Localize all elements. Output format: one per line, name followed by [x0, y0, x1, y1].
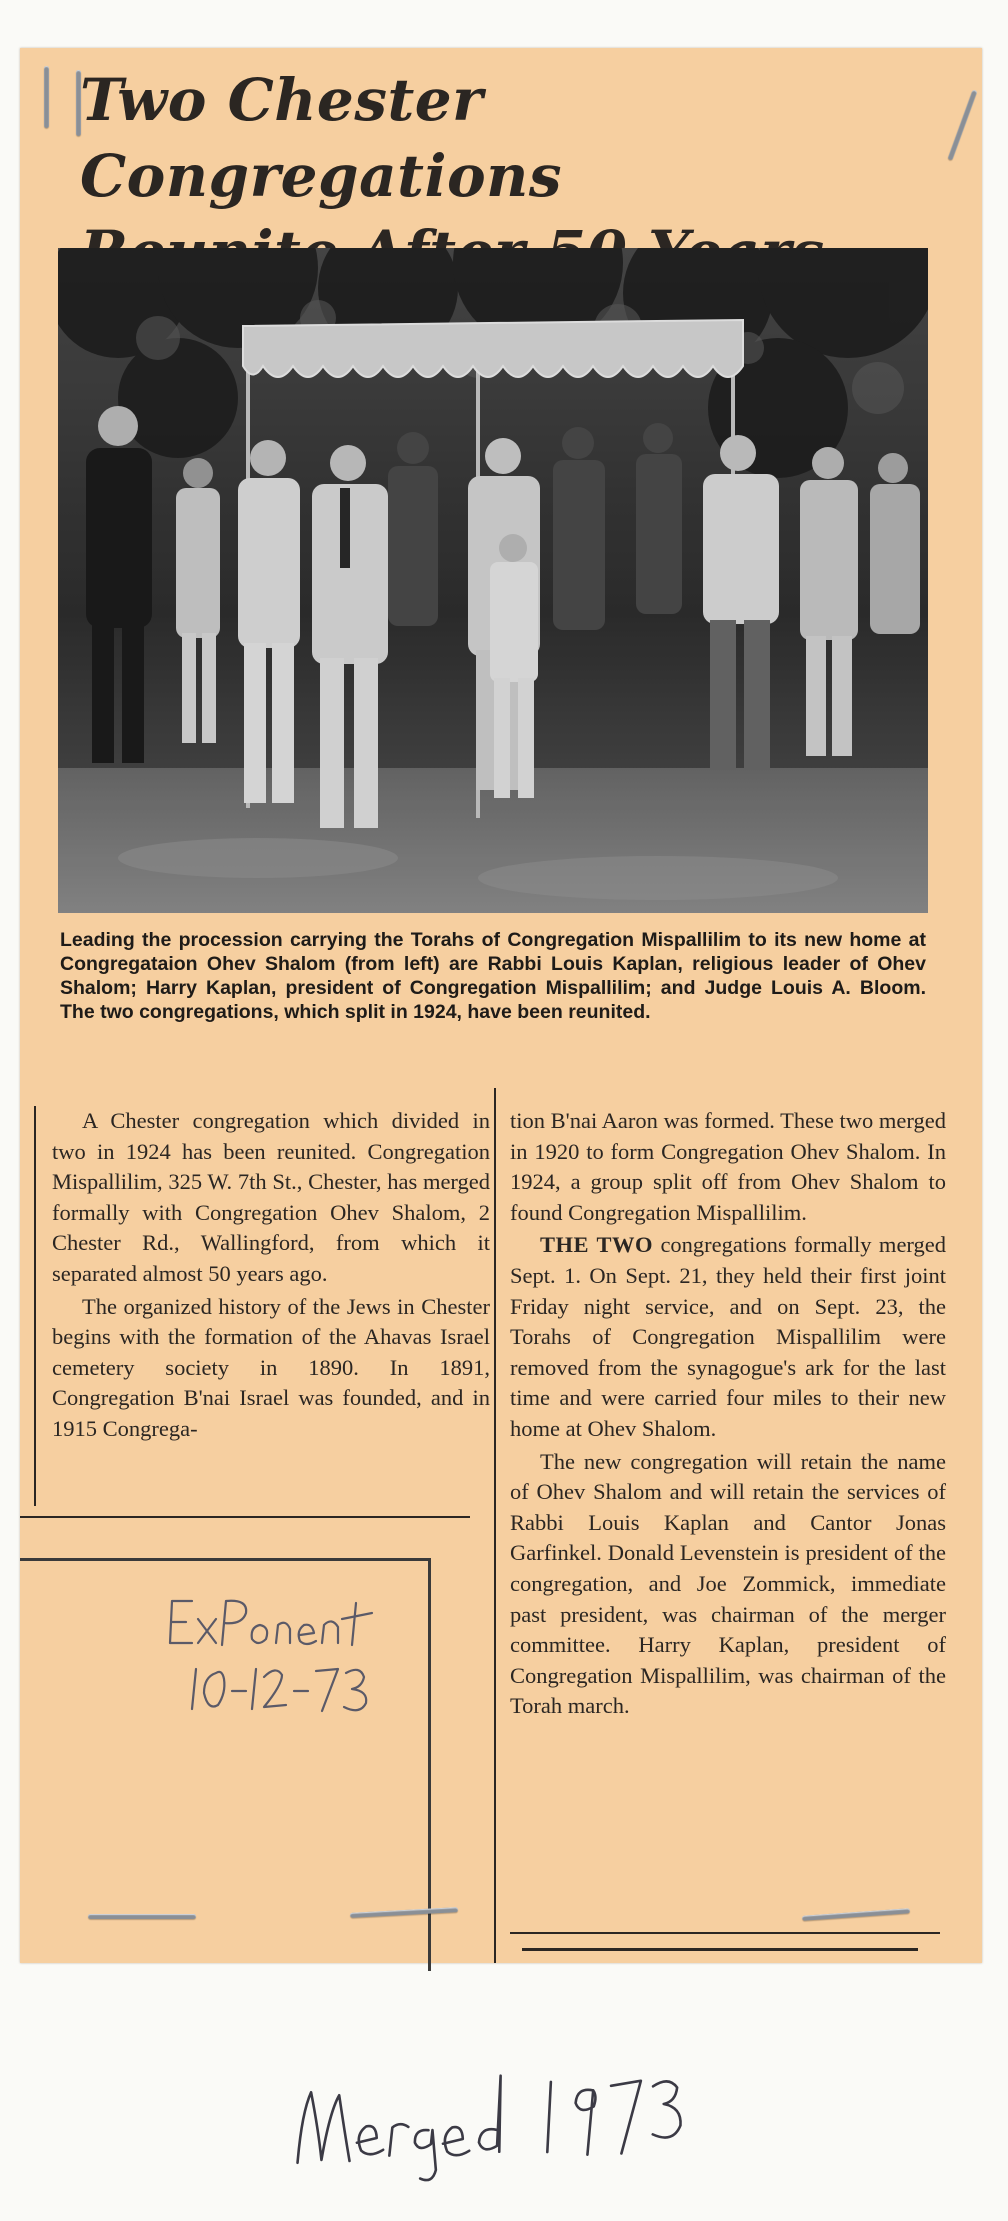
article-right-column	[510, 1106, 946, 1722]
handwritten-source-note	[20, 1561, 428, 1971]
left-column-end-rule	[20, 1516, 470, 1518]
article-paragraph: A Chester congregation which divided in two in 1924 has been reunited. Congregation Mispallilim, 325 W. 7th St., Chester, has merged formally with Congregation Ohev Shalom, 2 Chester Rd., Wallingford, from which it separated almost 50 years ago.	[52, 1108, 490, 1286]
handwritten-merged-note	[288, 2037, 753, 2193]
procession-photo	[58, 248, 928, 913]
procession-photo-image	[58, 248, 928, 913]
newspaper-clipping	[20, 48, 982, 1963]
staple-top-left	[44, 66, 49, 128]
photo-caption: Leading the procession carrying the Torahs of Congregation Mispallilim to its new home at Congregataion Ohev Shalom (from left) are Rabbi Louis Kaplan, religious leader of Ohev Shalom; Harry Kaplan, president of Congregation Mispallilim; and Judge Louis A. Bloom. The two congregations, which split in 1924, have been reunited.	[60, 929, 926, 1023]
paragraph-lead-in: THE TWO	[540, 1232, 654, 1258]
handwritten-note-box	[20, 1558, 431, 1971]
handwritten-merged-note-image	[288, 2037, 753, 2193]
article-end-rule-2	[522, 1948, 918, 1951]
article-paragraph: The organized history of the Jews in Chester begins with the formation of the Ahavas Israel cemetery society in 1890. In 1891, Congregation B'nai Israel was founded, and in 1915 Congrega-	[52, 1293, 490, 1441]
left-vertical-rule	[34, 1106, 36, 1506]
article-end-rule	[510, 1932, 940, 1934]
article-paragraph: The new congregation will retain the name of Ohev Shalom and will retain the services of Rabbi Louis Kaplan and Cantor Jonas Garfinkel. Donald Levenstein is president of the congregation, and Joe Zommick, immediate past president, was chairman of the merger committee. Harry Kaplan, president of Congregation Mispallilim, was chairman of the Torah march.	[510, 1448, 946, 1719]
article-paragraph	[510, 1230, 946, 1444]
staple-bottom-right	[802, 1908, 910, 1921]
paragraph-body: congregations formally merged Sept. 1. On Sept. 21, they held their first joint Friday night service, and on Sept. 23, the Torahs of Congregation Mispallilim were removed from the synagogue's ark for the last time and were carried four miles to their new home at Ohev Shalom.	[510, 1232, 946, 1441]
article-paragraph: tion B'nai Aaron was formed. These two merged in 1920 to form Congregation Ohev Shalom. In 1924, a group split off from Ohev Shalom to found Congregation Mispallilim.	[510, 1108, 946, 1225]
column-divider	[494, 1088, 496, 1963]
staple-bottom-left	[88, 1914, 196, 1919]
headline-line-1: Two Chester Congregations	[80, 66, 562, 210]
article-left-column	[52, 1106, 490, 1445]
